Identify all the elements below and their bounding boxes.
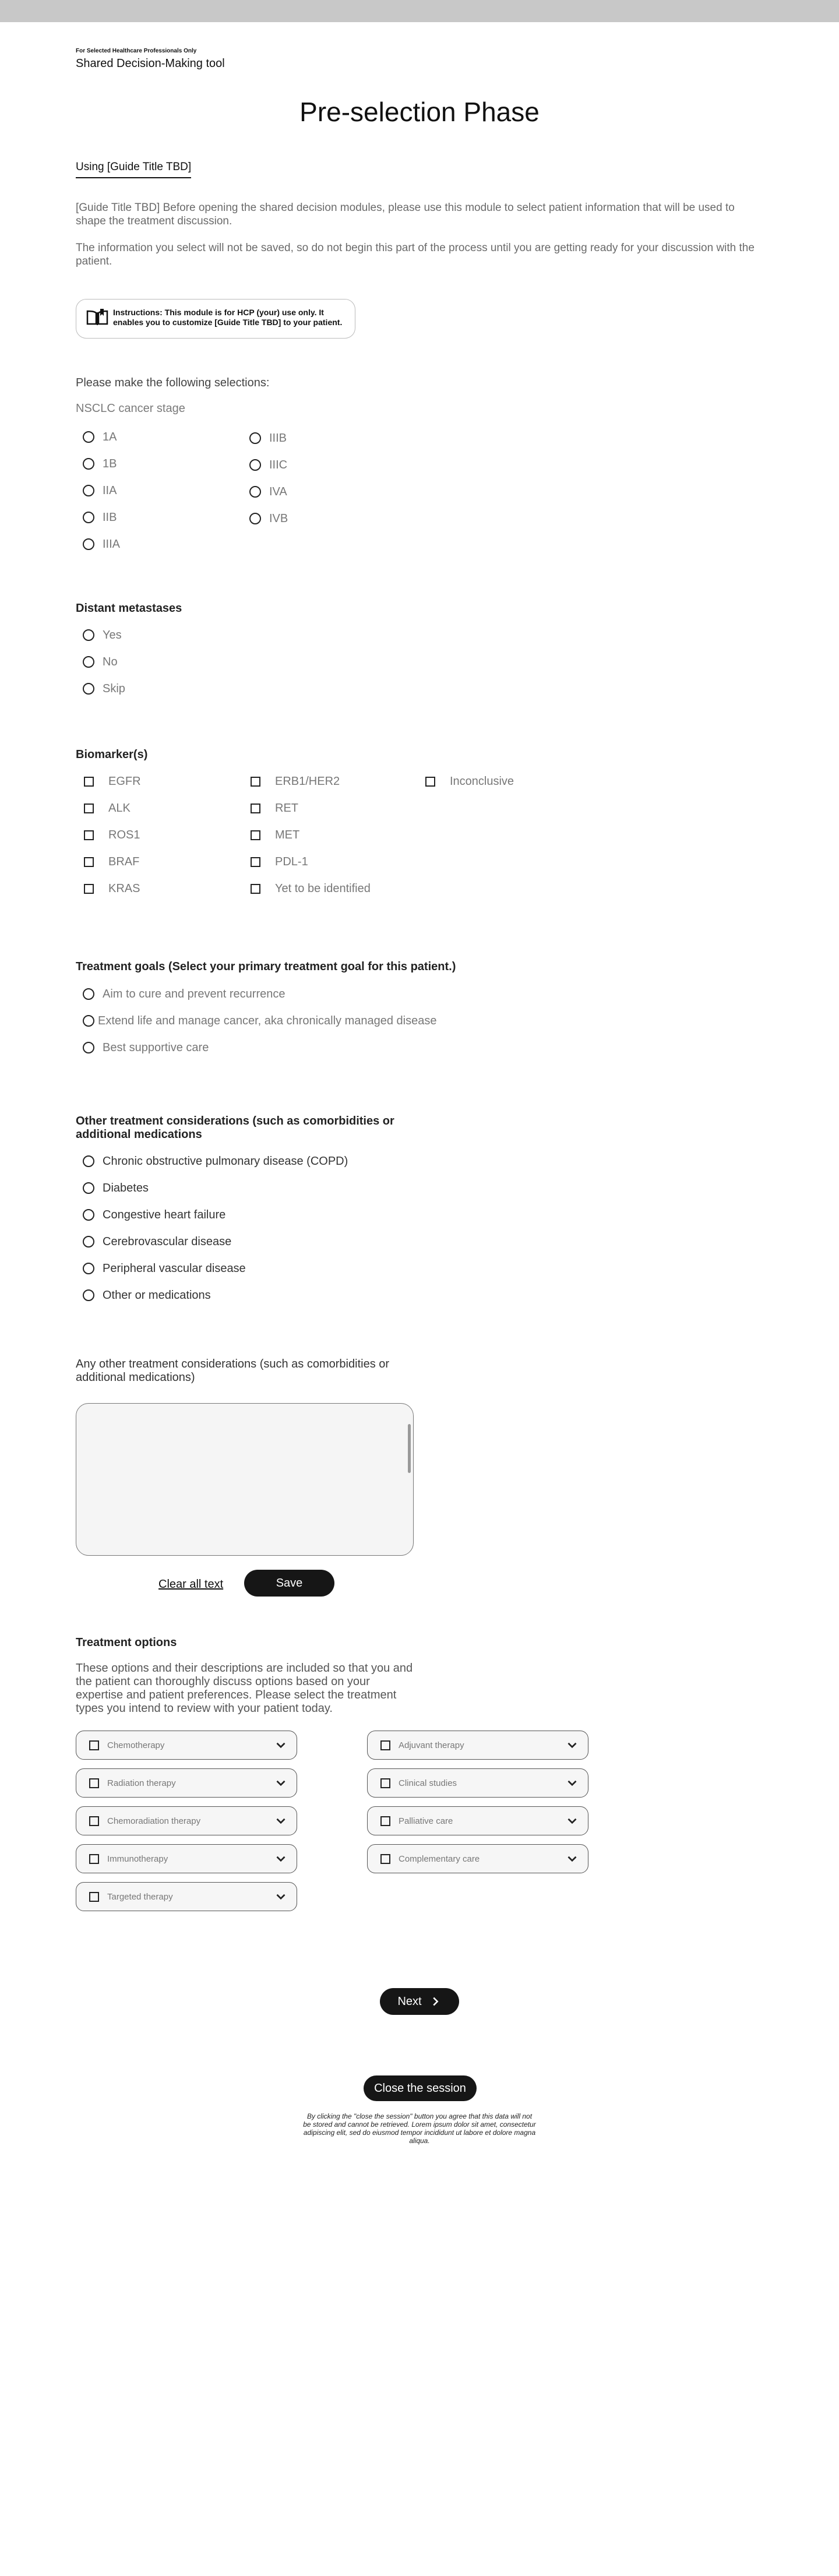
biomarker-option[interactable]: RET	[242, 801, 371, 816]
biomarker-option[interactable]: MET	[242, 827, 371, 843]
checkbox[interactable]	[380, 1854, 390, 1864]
treatment-col2	[367, 1731, 588, 1873]
biomarker-option[interactable]: EGFR	[76, 774, 141, 789]
radio-button[interactable]	[83, 1015, 94, 1027]
radio-button[interactable]	[83, 1209, 94, 1221]
goal-option[interactable]: Aim to cure and prevent recurrence	[76, 986, 436, 1002]
checkbox[interactable]	[380, 1740, 390, 1750]
chevron-right-icon	[429, 1995, 442, 2008]
checkbox[interactable]	[251, 857, 260, 867]
biomarker-option[interactable]: Inconclusive	[417, 774, 514, 789]
stage-option[interactable]: IIIA	[76, 537, 120, 552]
checkbox[interactable]	[89, 1892, 99, 1902]
radio-button[interactable]	[83, 538, 94, 550]
checkbox[interactable]	[251, 830, 260, 840]
checkbox[interactable]	[84, 804, 94, 813]
biomarkers-col3	[417, 774, 514, 789]
save-button[interactable]	[244, 1570, 334, 1597]
checkbox[interactable]	[84, 777, 94, 787]
checkbox[interactable]	[380, 1816, 390, 1826]
considerations-group	[76, 1154, 348, 1303]
chevron-down-icon[interactable]	[273, 1813, 288, 1828]
checkbox[interactable]	[251, 884, 260, 894]
treatment-heading: Treatment options	[76, 1636, 177, 1649]
metastases-option[interactable]: Skip	[76, 681, 125, 696]
biomarker-option[interactable]: ALK	[76, 801, 141, 816]
metastases-heading: Distant metastases	[76, 602, 182, 615]
treatment-col1	[76, 1731, 297, 1911]
biomarkers-col1	[76, 774, 141, 896]
radio-button[interactable]	[83, 512, 94, 523]
intro-paragraph-2: The information you select will not be saved, so do not begin this part of the process until you are getting ready for your discussion with the patient.	[76, 242, 755, 267]
checkbox[interactable]	[89, 1740, 99, 1750]
checkbox[interactable]	[380, 1778, 390, 1788]
metastases-option[interactable]: Yes	[76, 628, 125, 643]
treatment-dropdown[interactable]: Chemoradiation therapy	[76, 1806, 297, 1835]
close-session-disclaimer: By clicking the "close the session" button you agree that this data will not be stored and cannot be retrieved. Lorem ipsum dolor sit amet, consectetur adipiscing elit, sed do eiusmod tempor incididunt ut labore et dolore magna aliqua.	[303, 2112, 536, 2145]
radio-button[interactable]	[83, 988, 94, 1000]
checkbox[interactable]	[89, 1854, 99, 1864]
checkbox[interactable]	[84, 857, 94, 867]
next-button-label: Next	[397, 1994, 422, 2008]
chevron-down-icon[interactable]	[565, 1738, 580, 1753]
radio-button[interactable]	[249, 459, 261, 471]
consideration-option[interactable]: Congestive heart failure	[76, 1207, 348, 1222]
browser-top-bar	[0, 0, 839, 22]
chevron-down-icon[interactable]	[273, 1738, 288, 1753]
checkbox[interactable]	[425, 777, 435, 787]
checkbox[interactable]	[84, 830, 94, 840]
radio-button[interactable]	[83, 683, 94, 695]
biomarkers-heading: Biomarker(s)	[76, 748, 148, 761]
radio-button[interactable]	[83, 1263, 94, 1274]
consideration-option[interactable]: Diabetes	[76, 1180, 348, 1196]
treatment-description: These options and their descriptions are included so that you and the patient can thoroughly discuss options based on your expertise and patient preferences. Please select the treatment types you intend to review with your patient today.	[76, 1662, 413, 1715]
stage-label: NSCLC cancer stage	[76, 402, 185, 415]
considerations-heading: Other treatment considerations (such as comorbidities or additional medications	[76, 1115, 394, 1141]
radio-button[interactable]	[83, 1289, 94, 1301]
checkbox[interactable]	[251, 777, 260, 787]
radio-button[interactable]	[249, 432, 261, 444]
chevron-down-icon[interactable]	[273, 1775, 288, 1791]
goal-option[interactable]: Extend life and manage cancer, aka chronically managed disease	[76, 1013, 436, 1028]
biomarkers-col2	[242, 774, 371, 896]
radio-button[interactable]	[249, 513, 261, 524]
biomarker-option[interactable]: Yet to be identified	[242, 881, 371, 896]
selections-prompt: Please make the following selections:	[76, 376, 270, 389]
stage-option[interactable]: IIIC	[242, 457, 288, 473]
save-button-label: Save	[276, 1576, 303, 1590]
guide-link[interactable]: Using [Guide Title TBD]	[76, 161, 191, 178]
other-considerations-label: Any other treatment considerations (such as comorbidities or additional medications)	[76, 1358, 390, 1384]
close-session-label: Close the session	[374, 2081, 466, 2095]
treatment-dropdown[interactable]: Palliative care	[367, 1806, 588, 1835]
radio-button[interactable]	[83, 629, 94, 641]
stage-group-col1	[76, 429, 120, 552]
next-button[interactable]	[380, 1988, 459, 2015]
checkbox[interactable]	[251, 804, 260, 813]
checkbox[interactable]	[89, 1778, 99, 1788]
treatment-dropdown[interactable]: Immunotherapy	[76, 1844, 297, 1873]
radio-button[interactable]	[83, 485, 94, 496]
treatment-dropdown[interactable]: Targeted therapy	[76, 1882, 297, 1911]
close-session-button[interactable]	[364, 2075, 477, 2101]
radio-button[interactable]	[83, 1042, 94, 1053]
stage-option[interactable]: IVB	[242, 511, 288, 526]
checkbox[interactable]	[84, 884, 94, 894]
radio-button[interactable]	[83, 1182, 94, 1194]
checkbox[interactable]	[89, 1816, 99, 1826]
intro-paragraph-1: [Guide Title TBD] Before opening the shared decision modules, please use this module to select patient information that will be used to shape the treatment discussion.	[76, 202, 735, 227]
metastases-option[interactable]: No	[76, 654, 125, 669]
biomarker-option[interactable]: BRAF	[76, 854, 141, 869]
goals-heading: Treatment goals (Select your primary treatment goal for this patient.)	[76, 960, 456, 973]
instructions-text: Instructions: This module is for HCP (your) use only. It enables you to customize [Guide Title TBD] to your patient.	[113, 308, 343, 327]
radio-button[interactable]	[83, 1155, 94, 1167]
stage-option[interactable]: IIB	[76, 510, 120, 525]
treatment-dropdown[interactable]: Chemotherapy	[76, 1731, 297, 1760]
other-considerations-textarea[interactable]	[76, 1403, 414, 1556]
chevron-down-icon[interactable]	[273, 1889, 288, 1904]
stage-group-col2	[242, 431, 288, 526]
biomarker-option[interactable]: ERB1/HER2	[242, 774, 371, 789]
stage-option[interactable]: 1B	[76, 456, 120, 471]
stage-option[interactable]: IVA	[242, 484, 288, 499]
goals-group	[76, 986, 436, 1055]
treatment-dropdown[interactable]: Radiation therapy	[76, 1768, 297, 1798]
biomarker-option[interactable]: KRAS	[76, 881, 141, 896]
metastases-group	[76, 628, 125, 696]
biomarker-option[interactable]: ROS1	[76, 827, 141, 843]
consideration-option[interactable]: Peripheral vascular disease	[76, 1261, 348, 1276]
stage-option[interactable]: IIIB	[242, 431, 288, 446]
audience-notice: For Selected Healthcare Professionals Only	[76, 48, 197, 54]
radio-button[interactable]	[83, 656, 94, 668]
consideration-option[interactable]: Cerebrovascular disease	[76, 1234, 348, 1249]
stage-option[interactable]: IIA	[76, 483, 120, 498]
chevron-down-icon[interactable]	[565, 1851, 580, 1866]
radio-button[interactable]	[83, 1236, 94, 1248]
biomarker-option[interactable]: PDL-1	[242, 854, 371, 869]
goal-option[interactable]: Best supportive care	[76, 1040, 436, 1055]
treatment-dropdown[interactable]: Clinical studies	[367, 1768, 588, 1798]
radio-button[interactable]	[83, 458, 94, 470]
treatment-dropdown[interactable]: Adjuvant therapy	[367, 1731, 588, 1760]
textarea-scrollbar[interactable]	[408, 1424, 411, 1473]
radio-button[interactable]	[249, 486, 261, 498]
radio-button[interactable]	[83, 431, 94, 443]
chevron-down-icon[interactable]	[273, 1851, 288, 1866]
app-title: Shared Decision-Making tool	[76, 57, 225, 70]
open-book-icon	[86, 308, 108, 326]
consideration-option[interactable]: Chronic obstructive pulmonary disease (COPD)	[76, 1154, 348, 1169]
treatment-dropdown[interactable]: Complementary care	[367, 1844, 588, 1873]
chevron-down-icon[interactable]	[565, 1775, 580, 1791]
chevron-down-icon[interactable]	[565, 1813, 580, 1828]
consideration-option[interactable]: Other or medications	[76, 1288, 348, 1303]
page-title: Pre-selection Phase	[299, 97, 540, 127]
clear-all-text-link[interactable]: Clear all text	[158, 1578, 224, 1591]
stage-option[interactable]: 1A	[76, 429, 120, 445]
